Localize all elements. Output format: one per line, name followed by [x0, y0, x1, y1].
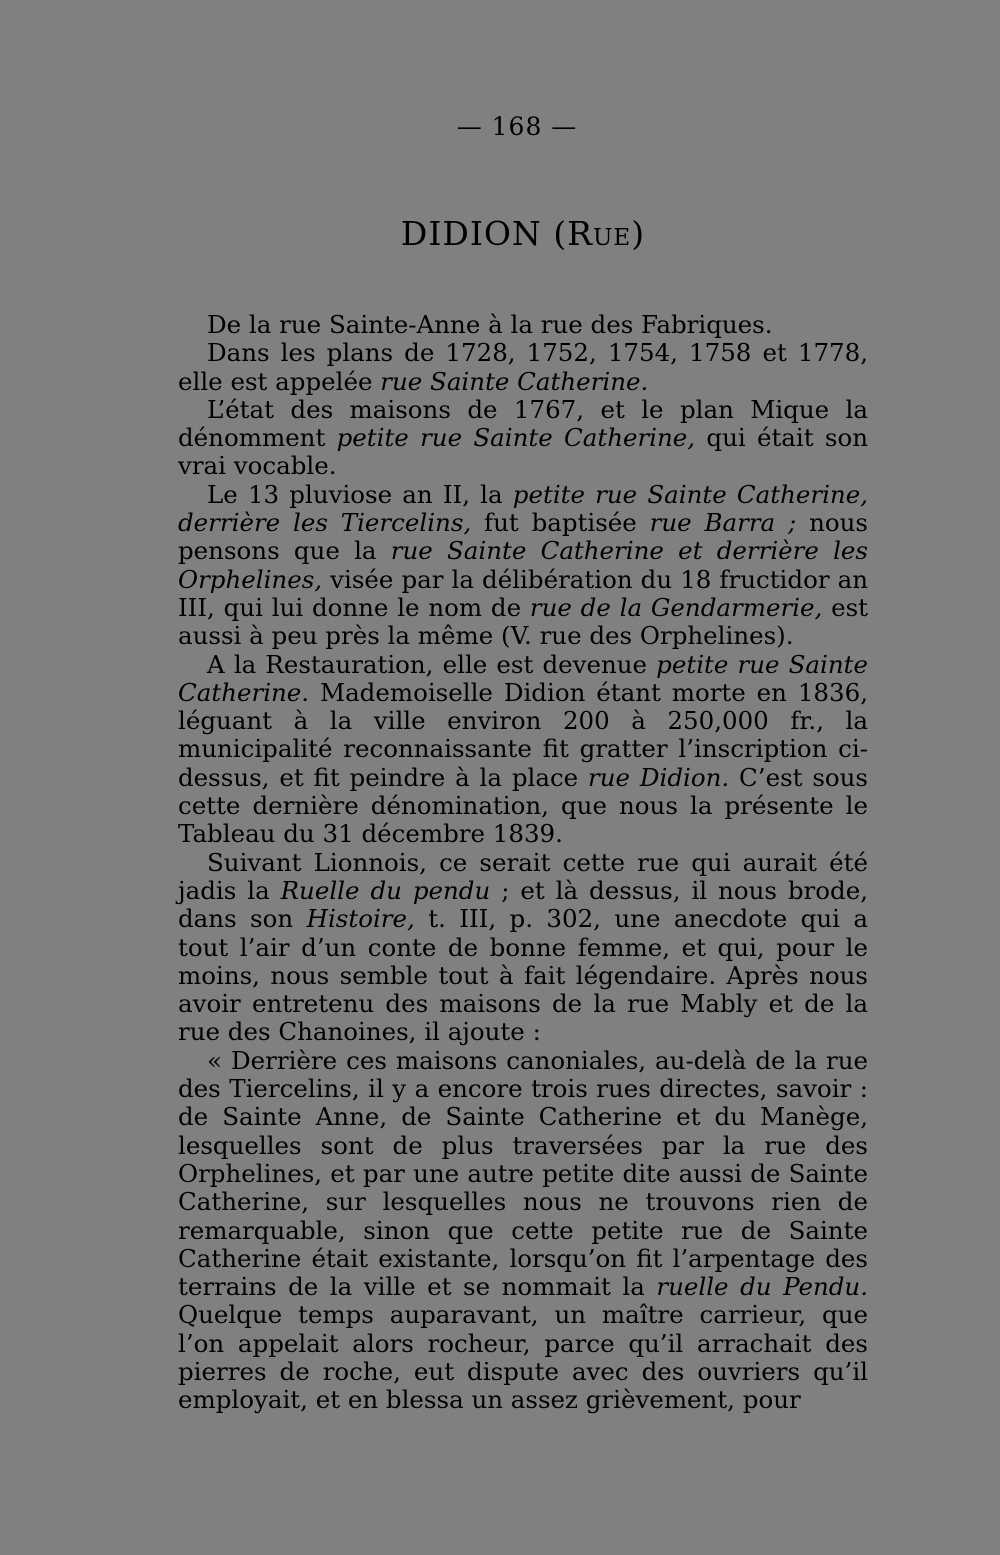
body-text	[178, 311, 868, 1415]
text-segment: Dans les plans de 1728, 1752, 1754, 1758 et 1778, elle est appelée	[178, 338, 868, 396]
text-segment: « Derrière ces maisons canoniales, au-delà de la rue des Tiercelins, il y a encore trois rues directes, savoir : de Sainte Anne, de Sainte Catherine et du Manège, lesquelles sont de plus traversées par la rue des Orphelines, et par une autre petite dite aussi de Sainte Catherine, sur lesquelles nous ne trouvons rien de remarquable, sinon que cette petite rue de Sainte Catherine était existante, lorsqu’on fit l’arpentage des terrains de la ville et se nommait la	[178, 1045, 868, 1302]
text-segment: est aussi à peu près la même (V. rue des Orphelines).	[178, 592, 868, 651]
text-segment: visée par la délibération du 18 fructidor an III, qui lui donne le nom de	[178, 564, 868, 622]
text-segment: Mademoiselle Didion étant morte en 1836, léguant à la ville environ 200 à 250,000 fr., la municipalité reconnaissante fit gratter l’inscription ci-dessus, et fit peindre à la place	[178, 677, 868, 792]
paragraph	[178, 849, 868, 1047]
italic-text: rue Didion.	[588, 762, 730, 792]
text-segment: L’état des maisons de 1767, et le plan Mique la dénomment	[178, 394, 868, 453]
text-segment: t. III, p. 302, une anecdote qui a tout l’air d’un conte de bonne femme, et qui, pour le moins, nous semble tout à fait légendaire. Après nous avoir entretenu des maisons de la rue Mably et de la rue des Chanoines, il ajoute :	[178, 904, 868, 1047]
text-segment: De la rue Sainte-Anne à la rue des Fabriques.	[207, 310, 773, 339]
text-segment: A la Restauration, elle est devenue	[207, 649, 657, 679]
text-segment: nous pensons que la	[178, 508, 868, 566]
italic-text: Ruelle du pendu	[280, 875, 491, 905]
paragraph	[178, 651, 868, 849]
page-number: — 168 —	[456, 112, 578, 141]
italic-text: rue de la Gendarmerie,	[529, 592, 823, 622]
italic-text: ruelle du Pendu.	[656, 1272, 868, 1302]
title-sub: (Rue)	[553, 214, 646, 253]
page-title	[0, 214, 1000, 253]
paragraph	[178, 1047, 868, 1415]
text-segment: Suivant Lionnois, ce serait cette rue qui aurait été jadis la	[178, 847, 868, 905]
italic-text: Histoire,	[306, 904, 415, 934]
text-segment: C’est sous cette dernière dénomination, que nous la présente le Tableau du 31 décembre 1839.	[178, 762, 869, 849]
italic-text: rue Sainte Catherine.	[380, 366, 649, 396]
text-segment: fut baptisée	[471, 508, 650, 538]
title-main: DIDION	[400, 214, 542, 253]
text-segment: Quelque temps auparavant, un maître carrieur, que l’on appelait alors rocheur, parce qu’il arrachait des pierres de roche, eut dispute avec des ouvriers qu’il employait, et en blessa un assez grièvement, pour	[178, 1300, 868, 1415]
paragraph	[178, 481, 868, 651]
paragraph	[178, 311, 868, 339]
italic-text: petite rue Sainte Catherine,	[336, 423, 696, 453]
text-segment: ; et là dessus, il nous brode, dans son	[178, 875, 868, 934]
paragraph	[178, 396, 868, 481]
italic-text: rue Sainte Catherine et derrière les Orphelines,	[178, 536, 869, 594]
italic-text: rue Barra ;	[649, 508, 797, 538]
italic-text: petite rue Sainte Catherine, derrière les Tiercelins,	[178, 479, 868, 538]
italic-text: petite rue Sainte Catherine.	[178, 649, 868, 707]
paragraph	[178, 339, 868, 396]
text-segment: Le 13 pluviose an II, la	[207, 479, 513, 509]
text-segment: qui était son vrai vocable.	[178, 423, 868, 481]
